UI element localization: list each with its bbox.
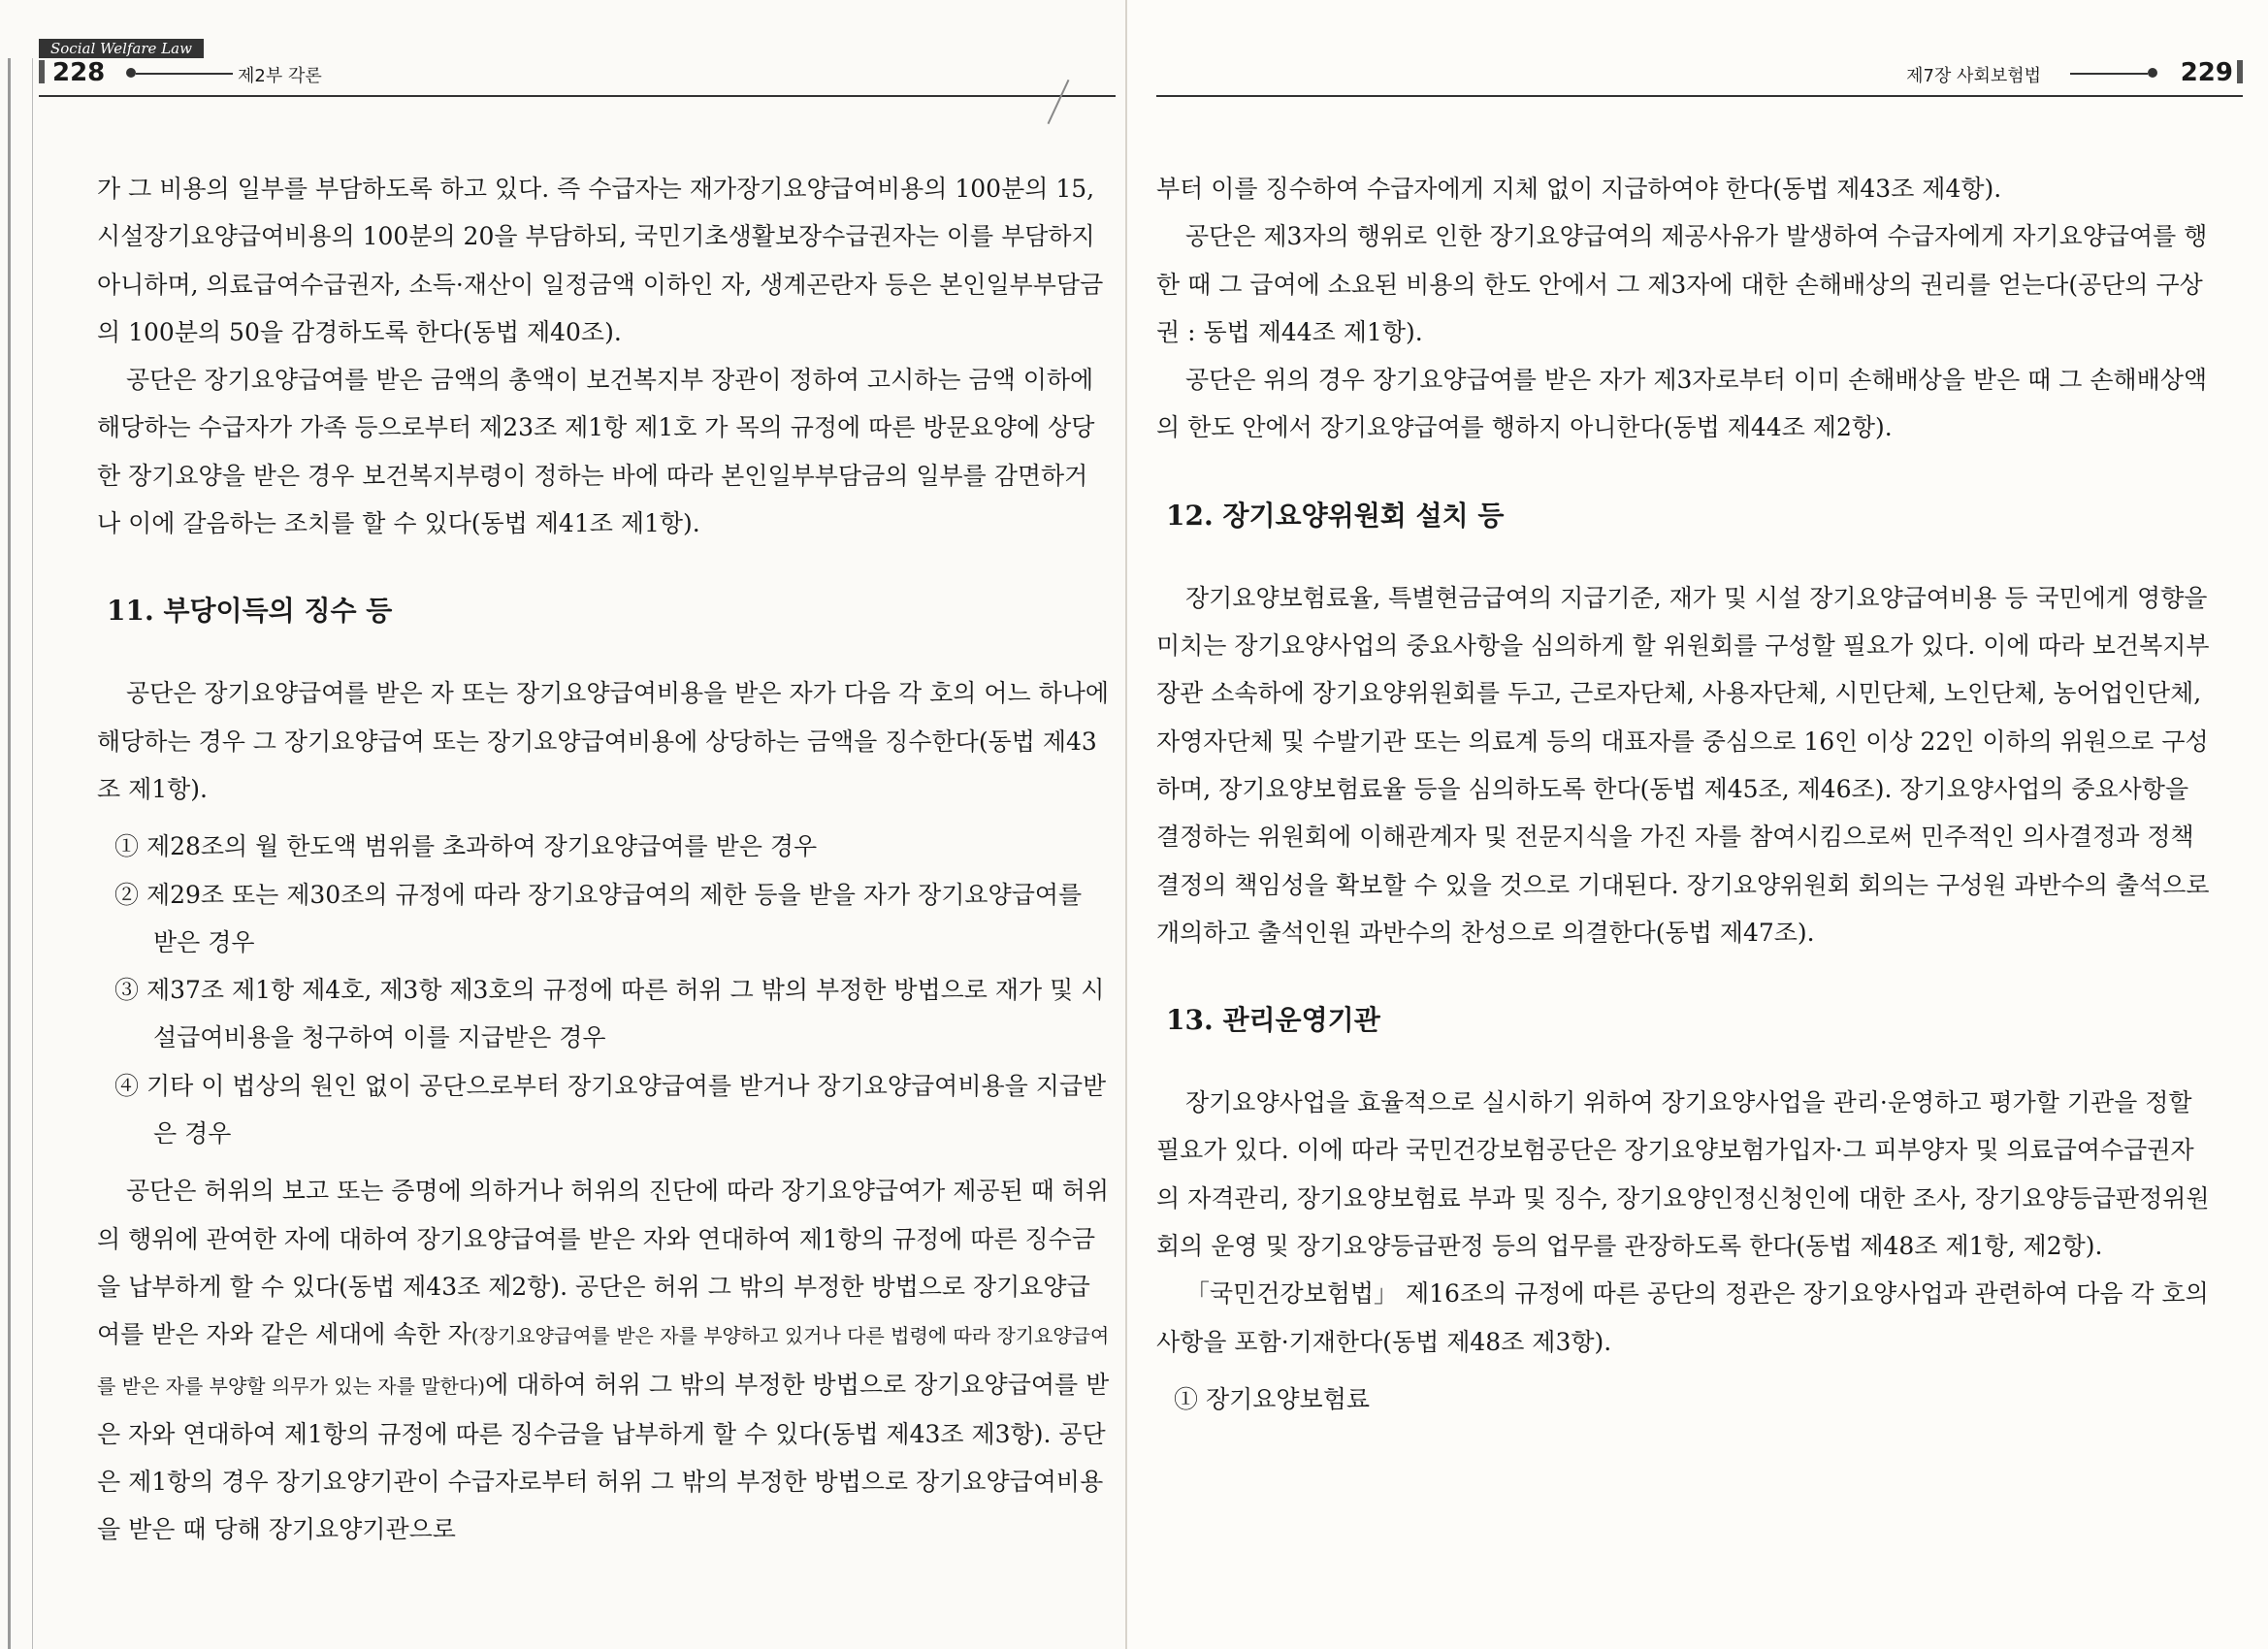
paragraph-text: 공단은 허위의 보고 또는 증명에 의하거나 허위의 진단에 따라 장기요양급여가 제공된 때 허위의 행위에 관여한 자에 대하여 장기요양급여를 받은 자와 연대하여 제1항의 규정에 따른 징수금을 납부하게 할 수 있다(동법 제43조 제2항). 공단은 허위 그 밖의 부정한 방법으로 장기요양급여를 받은 자와 같은 세대에 속한 자: [97, 1177, 1110, 1349]
paragraph: [97, 1167, 1111, 1553]
list-item: ② 제29조 또는 제30조의 규정에 따라 장기요양급여의 제한 등을 받을 자가 장기요양급여를 받은 경우: [114, 880, 1083, 956]
list-item: ① 장기요양보험료: [1174, 1384, 1370, 1413]
paragraph-note: (장기요양급여를 받은 자를 부양하고 있거나 다른 법령에 따라 장기요양급여를 받은 자를 부양할 의무가 있는 자를 말한다): [97, 1324, 1110, 1398]
paragraph: 장기요양보험료율, 특별현금급여의 지급기준, 재가 및 시설 장기요양급여비용 등 국민에게 영향을 미치는 장기요양사업의 중요사항을 심의하게 할 위원회를 구성할 필요가 있다. 이에 따라 보건복지부 장관 소속하에 장기요양위원회를 두고, 근로자단체, 사용자단체, 시민단체, 노인단체, 농어업인단체, 자영자단체 및 수발기관 또는 의료계 등의 대표자를 중심으로 16인 이상 22인 이하의 위원으로 구성하며, 장기요양보험료율 등을 심의하도록 한다(동법 제45조, 제46조). 장기요양사업의 중요사항을 결정하는 위원회에 이해관계자 및 전문지식을 가진 자를 참여시킴으로써 민주적인 의사결정과 정책결정의 책임성을 확보할 수 있을 것으로 기대된다. 장기요양위원회 회의는 구성원 과반수의 출석으로 개의하고 출석인원 과반수의 찬성으로 의결한다(동법 제47조).: [1156, 583, 2210, 947]
left-page: [0, 0, 1127, 1649]
header-rule: [39, 95, 1116, 97]
paragraph: 공단은 제3자의 행위로 인한 장기요양급여의 제공사유가 발생하여 수급자에게 자기요양급여를 행한 때 그 급여에 소요된 비용의 한도 안에서 그 제3자에 대한 손해배상의 권리를 얻는다(공단의 구상권 : 동법 제44조 제1항).: [1156, 222, 2208, 346]
paragraph: 공단은 장기요양급여를 받은 금액의 총액이 보건복지부 장관이 정하여 고시하는 금액 이하에 해당하는 수급자가 가족 등으로부터 제23조 제1항 제1호 가 목의 규정에 따른 방문요양에 상당한 장기요양을 받은 경우 보건복지부령이 정하는 바에 따라 본인일부부담금의 일부를 감면하거나 이에 갈음하는 조치를 할 수 있다(동법 제41조 제1항).: [97, 366, 1095, 538]
list-item: ① 제28조의 월 한도액 범위를 초과하여 장기요양급여를 받은 경우: [114, 832, 818, 861]
right-page: [1127, 0, 2268, 1649]
section-heading: 11. 부당이득의 징수 등: [107, 595, 393, 628]
item-list: [97, 823, 1111, 1157]
header-dot: [126, 68, 136, 78]
page-number: 228: [52, 58, 106, 87]
right-page-header: [1156, 47, 2243, 97]
running-head: 제2부 각론: [238, 66, 322, 86]
paragraph: 가 그 비용의 일부를 부담하도록 하고 있다. 즉 수급자는 재가장기요양급여비용의 100분의 15, 시설장기요양급여비용의 100분의 20을 부담하되, 국민기초생활보장수급권자는 이를 부담하지 아니하며, 의료급여수급권자, 소득·재산이 일정금액 이하인 자, 생계곤란자 등은 본인일부부담금의 100분의 50을 감경하도록 한다(동법 제40조).: [97, 175, 1104, 346]
page-number-bar: [2237, 60, 2243, 83]
running-head: 제7장 사회보험법: [1906, 66, 2041, 86]
left-page-header: [39, 40, 1116, 97]
page-edge-stack: [8, 58, 33, 1649]
paragraph: 「국민건강보험법」 제16조의 규정에 따른 공단의 정관은 장기요양사업과 관련하여 다음 각 호의 사항을 포함·기재한다(동법 제48조 제3항).: [1156, 1279, 2209, 1356]
header-rule-stub: [2070, 73, 2148, 75]
paragraph: 부터 이를 징수하여 수급자에게 지체 없이 지급하여야 한다(동법 제43조 제4항).: [1156, 175, 2002, 203]
left-page-body: [97, 165, 1111, 1554]
header-dot: [2148, 68, 2157, 78]
page-number: 229: [2180, 58, 2233, 87]
page-number-bar: [39, 60, 45, 83]
series-banner: Social Welfare Law: [39, 39, 204, 58]
paragraph: 장기요양사업을 효율적으로 실시하기 위하여 장기요양사업을 관리·운영하고 평가할 기관을 정할 필요가 있다. 이에 따라 국민건강보험공단은 장기요양보험가입자·그 피부양자 및 의료급여수급권자의 자격관리, 장기요양보험료 부과 및 징수, 장기요양인정신청인에 대한 조사, 장기요양등급판정위원회의 운영 및 장기요양등급판정 등의 업무를 관장하도록 한다(동법 제48조 제1항, 제2항).: [1156, 1088, 2210, 1261]
list-item: ③ 제37조 제1항 제4호, 제3항 제3호의 규정에 따른 허위 그 밖의 부정한 방법으로 재가 및 시설급여비용을 청구하여 이를 지급받은 경우: [114, 976, 1105, 1052]
header-rule-stub: [136, 73, 233, 75]
list-item: ④ 기타 이 법상의 원인 없이 공단으로부터 장기요양급여를 받거나 장기요양급여비용을 지급받은 경우: [114, 1071, 1107, 1148]
right-page-body: [1156, 165, 2214, 1423]
paragraph-text: 에 대하여 허위 그 밖의 부정한 방법으로 장기요양급여를 받은 자와 연대하여 제1항의 규정에 따른 징수금을 납부하게 할 수 있다(동법 제43조 제3항). 공단은 제1항의 경우 장기요양기관이 수급자로부터 허위 그 밖의 부정한 방법으로 장기요양급여비용을 받은 때 당해 장기요양기관으로: [97, 1370, 1110, 1544]
paragraph: 공단은 위의 경우 장기요양급여를 받은 자가 제3자로부터 이미 손해배상을 받은 때 그 손해배상액의 한도 안에서 장기요양급여를 행하지 아니한다(동법 제44조 제2항).: [1156, 366, 2208, 442]
section-heading: 13. 관리운영기관: [1166, 1004, 1380, 1037]
header-rule: [1156, 95, 2243, 97]
paragraph: 공단은 장기요양급여를 받은 자 또는 장기요양급여비용을 받은 자가 다음 각 호의 어느 하나에 해당하는 경우 그 장기요양급여 또는 장기요양급여비용에 상당하는 금액을 징수한다(동법 제43조 제1항).: [97, 679, 1110, 803]
section-heading: 12. 장기요양위원회 설치 등: [1166, 499, 1505, 532]
